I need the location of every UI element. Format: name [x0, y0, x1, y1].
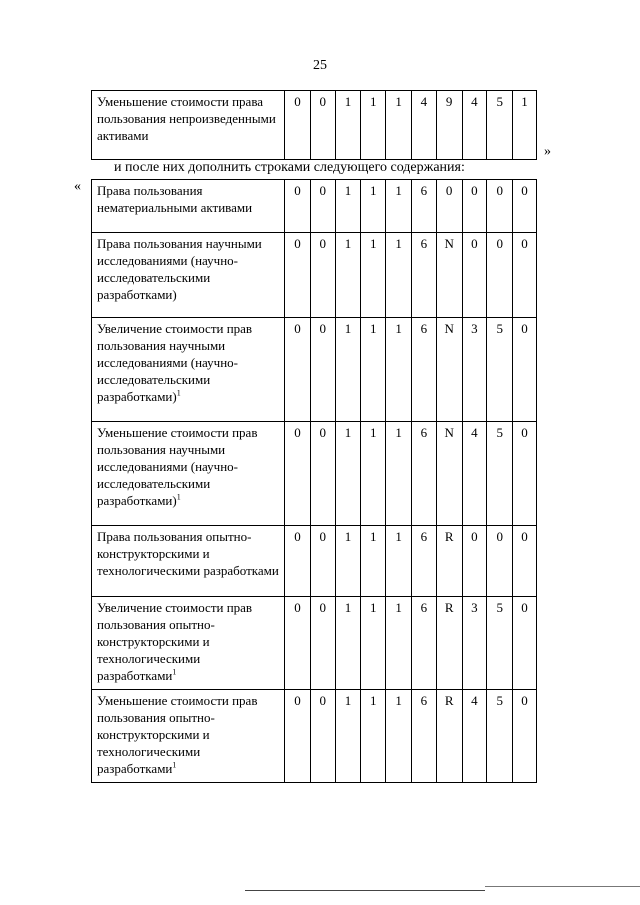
code-digit-cell: 0: [513, 180, 537, 233]
code-digit-cell: 6: [411, 597, 436, 690]
code-digit-cell: 0: [310, 318, 335, 422]
table-row: [92, 526, 537, 597]
code-digit-cell: 6: [411, 318, 436, 422]
code-digit-cell: 1: [386, 690, 412, 783]
code-digit-cell: 1: [335, 597, 361, 690]
table-row: [92, 233, 537, 318]
code-digit-cell: 6: [411, 233, 436, 318]
row-name-cell: [92, 318, 285, 422]
code-digit-cell: 9: [436, 91, 462, 160]
code-digit-cell: 6: [411, 180, 436, 233]
code-digit-cell: 0: [487, 526, 513, 597]
code-digit-cell: N: [436, 422, 462, 526]
row-name: Уменьшение стоимости права пользования непроизведенными активами: [97, 94, 276, 143]
scan-edge-line: [245, 890, 485, 891]
code-digit-cell: 1: [513, 91, 537, 160]
code-digit-cell: 1: [361, 318, 386, 422]
code-digit-cell: 1: [386, 422, 412, 526]
row-name-cell: [92, 91, 285, 160]
footnote-marker: 1: [172, 760, 177, 770]
code-table-existing: [91, 90, 537, 160]
code-digit-cell: R: [436, 690, 462, 783]
code-digit-cell: 0: [285, 597, 311, 690]
code-digit-cell: 1: [361, 422, 386, 526]
row-name-cell: [92, 597, 285, 690]
code-digit-cell: 4: [462, 91, 487, 160]
table-row: [92, 422, 537, 526]
code-digit-cell: 1: [386, 233, 412, 318]
code-digit-cell: R: [436, 526, 462, 597]
row-name: Увеличение стоимости прав пользования опытно-конструкторскими и технологическими разработками: [97, 600, 253, 683]
code-digit-cell: 3: [462, 597, 487, 690]
code-digit-cell: 0: [310, 180, 335, 233]
opening-quote: «: [74, 179, 81, 194]
code-digit-cell: 0: [436, 180, 462, 233]
code-digit-cell: 1: [386, 318, 412, 422]
row-name: Уменьшение стоимости прав пользования опытно-конструкторскими и технологическими разработками: [97, 693, 258, 776]
code-digit-cell: 5: [487, 318, 513, 422]
code-digit-cell: 1: [386, 597, 412, 690]
code-digit-cell: 1: [361, 526, 386, 597]
row-name-cell: [92, 180, 285, 233]
footnote-marker: 1: [176, 388, 181, 398]
code-digit-cell: 0: [513, 233, 537, 318]
code-digit-cell: 0: [513, 690, 537, 783]
code-digit-cell: 6: [411, 526, 436, 597]
code-digit-cell: 6: [411, 422, 436, 526]
code-digit-cell: 1: [361, 690, 386, 783]
row-name-cell: [92, 690, 285, 783]
code-digit-cell: 0: [310, 690, 335, 783]
code-digit-cell: 4: [462, 422, 487, 526]
code-digit-cell: 0: [310, 597, 335, 690]
row-name: Уменьшение стоимости прав пользования научными исследованиями (научно-исследовательскими разработками): [97, 425, 258, 508]
table-row: [92, 180, 537, 233]
code-digit-cell: 1: [361, 233, 386, 318]
code-digit-cell: 1: [335, 526, 361, 597]
row-name-cell: [92, 526, 285, 597]
code-digit-cell: 0: [285, 526, 311, 597]
code-digit-cell: 1: [335, 690, 361, 783]
code-digit-cell: 1: [386, 526, 412, 597]
row-name-cell: [92, 422, 285, 526]
amendment-instruction: и после них дополнить строками следующего содержания:: [114, 160, 465, 175]
scan-edge-line: [485, 886, 640, 887]
code-digit-cell: 3: [462, 318, 487, 422]
table-row: [92, 597, 537, 690]
code-digit-cell: 0: [310, 526, 335, 597]
code-digit-cell: 6: [411, 690, 436, 783]
code-digit-cell: 5: [487, 690, 513, 783]
code-digit-cell: 0: [513, 318, 537, 422]
code-digit-cell: 5: [487, 91, 513, 160]
code-digit-cell: 0: [462, 233, 487, 318]
code-digit-cell: 4: [462, 690, 487, 783]
code-digit-cell: 1: [361, 597, 386, 690]
row-name: Увеличение стоимости прав пользования научными исследованиями (научно-исследовательскими разработками): [97, 321, 253, 404]
code-digit-cell: 0: [513, 597, 537, 690]
footnote-marker: 1: [172, 667, 177, 677]
footnote-marker: 1: [176, 492, 181, 502]
code-digit-cell: 5: [487, 422, 513, 526]
code-digit-cell: 0: [462, 526, 487, 597]
closing-quote: »: [544, 144, 551, 159]
code-digit-cell: 4: [411, 91, 436, 160]
code-digit-cell: 0: [310, 233, 335, 318]
code-digit-cell: 1: [335, 422, 361, 526]
code-digit-cell: 1: [386, 91, 412, 160]
code-digit-cell: R: [436, 597, 462, 690]
table-row: [92, 318, 537, 422]
code-digit-cell: 0: [285, 690, 311, 783]
code-table-added: [91, 179, 537, 783]
table-row: [92, 91, 537, 160]
code-digit-cell: 1: [335, 318, 361, 422]
code-digit-cell: 0: [462, 180, 487, 233]
code-digit-cell: 1: [361, 91, 386, 160]
code-digit-cell: 0: [285, 91, 311, 160]
code-digit-cell: 0: [285, 422, 311, 526]
row-name: Права пользования научными исследованиями (научно-исследовательскими разработками): [97, 236, 262, 302]
row-name: Права пользования нематериальными активами: [97, 183, 253, 215]
code-digit-cell: 0: [487, 233, 513, 318]
code-digit-cell: 0: [285, 180, 311, 233]
row-name: Права пользования опытно-конструкторскими и технологическими разработками: [97, 529, 279, 578]
code-digit-cell: 5: [487, 597, 513, 690]
code-digit-cell: 0: [285, 318, 311, 422]
code-digit-cell: N: [436, 318, 462, 422]
code-digit-cell: 0: [310, 91, 335, 160]
table-row: [92, 690, 537, 783]
code-digit-cell: 0: [285, 233, 311, 318]
code-digit-cell: 0: [487, 180, 513, 233]
code-digit-cell: 1: [335, 180, 361, 233]
code-digit-cell: 0: [310, 422, 335, 526]
code-digit-cell: N: [436, 233, 462, 318]
page-number: 25: [313, 58, 327, 73]
code-digit-cell: 1: [335, 91, 361, 160]
code-digit-cell: 1: [386, 180, 412, 233]
row-name-cell: [92, 233, 285, 318]
code-digit-cell: 0: [513, 526, 537, 597]
code-digit-cell: 1: [335, 233, 361, 318]
code-digit-cell: 0: [513, 422, 537, 526]
code-digit-cell: 1: [361, 180, 386, 233]
